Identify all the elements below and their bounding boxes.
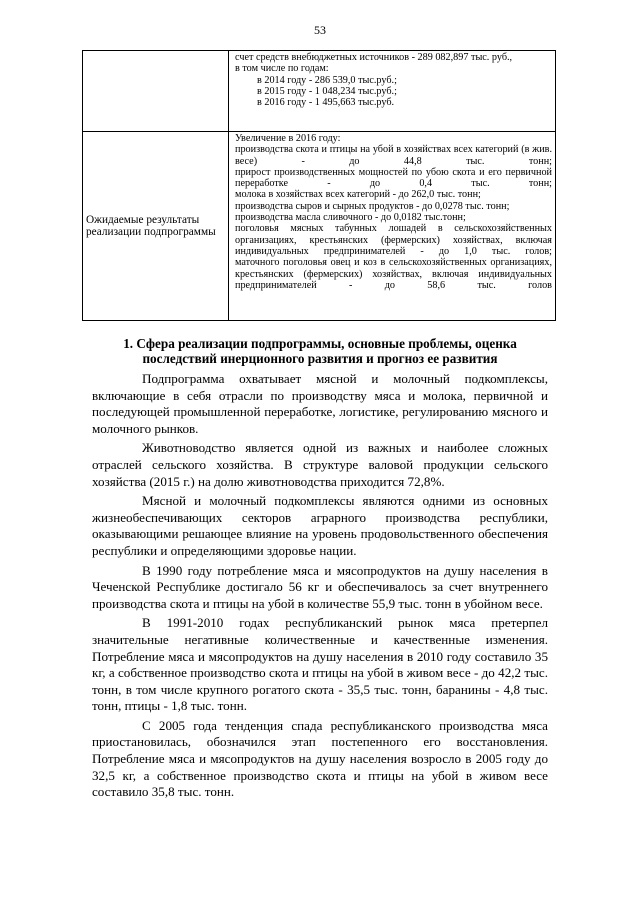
funding-year-line: в 2014 году - 286 539,0 тыс.руб.; xyxy=(257,74,397,86)
paragraph: Подпрограмма охватывает мясной и молочный подкомплексы, включающие в себя отрасли по производству мяса и молока, первичной и последующей промышленной переработке, логистике, регулированию мясного и молочного рынков. xyxy=(92,371,548,436)
result-item: молока в хозяйствах всех категорий - до 262,0 тыс. тонн; xyxy=(235,189,481,201)
page-number: 53 xyxy=(314,23,326,37)
funding-line: в том числе по годам: xyxy=(235,63,329,75)
funding-year-line: в 2016 году - 1 495,663 тыс.руб. xyxy=(257,97,395,109)
table-cell-label-empty xyxy=(83,51,229,132)
paragraph: С 2005 года тенденция спада республиканского производства мяса приостановилась, обозначился этап постепенного его восстановления. Потребление мяса и мясопродуктов на душу населения возросло в 2005 году до 32,5 кг, а собственное производство скота и птицы на убой в живом весе составило 35,8 тыс. тонн. xyxy=(92,717,548,800)
results-intro: Увеличение в 2016 году: xyxy=(235,133,341,144)
funding-line: счет средств внебюджетных источников - 289 082,897 тыс. руб., xyxy=(235,52,513,63)
section-title: 1. Сфера реализации подпрограммы, основные проблемы, оценка последствий инерционного развития и прогноз ее развития xyxy=(123,336,517,366)
subprogram-passport-table xyxy=(82,50,556,321)
expected-results-label: Ожидаемые результаты реализации подпрограммы xyxy=(86,213,216,238)
paragraph: В 1990 году потребление мяса и мясопродуктов на душу населения в Чеченской Республике достигало 56 кг и обеспечивалось за счет внутреннего производства скота и птицы на убой в количестве 55,9 тыс. тонн в убойном весе. xyxy=(92,562,548,611)
result-item: прирост производственных мощностей по убою скота и его первичной переработке - до 0,4 тыс. тонн; xyxy=(235,166,552,190)
table-row-funding xyxy=(83,51,556,132)
section-body xyxy=(92,371,548,804)
result-item: маточного поголовья овец и коз в сельскохозяйственных организациях, крестьянских (фермерских) хозяйствах, включая индивидуальных предпринимателей - до 58,6 тыс. голов xyxy=(235,257,552,291)
paragraph: В 1991-2010 годах республиканский рынок мяса претерпел значительные негативные количественные и качественные изменения. Потребление мяса и мясопродуктов на душу населения в 2010 году составило 35 кг, а собственное производство скота и птицы на убой в живом весе - до 42,2 тыс. тонн, в том числе крупного рогатого скота - 35,5 тыс. тонн, баранины - 4,8 тыс. тонн, птицы - 1,8 тыс. тонн. xyxy=(92,615,548,714)
funding-year-line: в 2015 году - 1 048,234 тыс.руб.; xyxy=(257,85,397,97)
paragraph: Животноводство является одной из важных и наиболее сложных отраслей сельского хозяйства. В структуре валовой продукции сельского хозяйства (2015 г.) на долю животноводства приходится 72,8%. xyxy=(92,440,548,489)
paragraph: Мясной и молочный подкомплексы являются одними из основных жизнеобеспечивающих секторов аграрного производства республики, оказывающими решающее влияние на уровень продовольственного обеспечения республики и определяющими здоровье нации. xyxy=(92,493,548,558)
table-row-expected-results xyxy=(83,132,556,321)
table-cell-results xyxy=(229,132,556,321)
result-item: поголовья мясных табунных лошадей в сельскохозяйственных организациях, крестьянских (фермерских) хозяйствах, включая индивидуальных предпринимателей - до 1,0 тыс. голов; xyxy=(235,223,552,257)
table-cell-funding xyxy=(229,51,556,132)
result-item: производства масла сливочного - до 0,0182 тыс.тонн; xyxy=(235,212,466,224)
result-item: производства скота и птицы на убой в хозяйствах всех категорий (в жив. весе) - до 44,8 тыс. тонн; xyxy=(235,144,552,167)
result-item: производства сыров и сырных продуктов - до 0,0278 тыс. тонн; xyxy=(235,200,510,212)
table-cell-label xyxy=(83,132,229,321)
